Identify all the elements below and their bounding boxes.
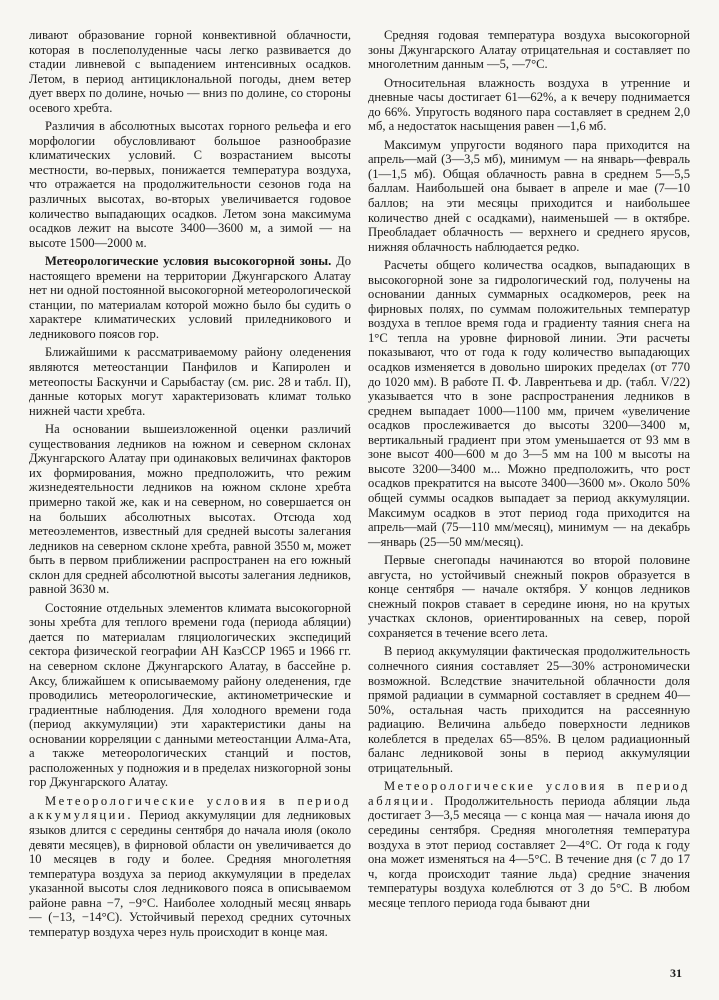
paragraph: Различия в абсолютных высотах горного рельефа и его морфологии обусловливают большое разнообразие климатических условий. С возрастанием высоты местности, во-первых, понижается температура воздуха, что отражается на продолжительности сезонов года на различных высотах, во-вторых увеличивается годовое количество выпадающих осадков. Летом зона максимума осадков лежит на высоте 3400—3600 м, а зимой — на высоте 1500—2000 м. <box>29 119 351 250</box>
paragraph-text: Продолжительность периода абляции льда достигает 3—3,5 месяца — с конца мая — начала июня до середины сентября. Средняя многолетняя температура воздуха в этот период составляет 2—4°С. От года к году она может изменяться на 4—5°С. В течение дня (с 7 до 17 ч, когда происходит таяние льда) средние значения температуры воздуха колеблются от 3 до 5°С. В любом месяце теплого периода года бывают дни <box>368 793 690 910</box>
paragraph: Состояние отдельных элементов климата высокогорной зоны хребта для теплого времени года (периода абляции) дается по материалам гляциологических экспедиций сектора физической географии АН КазССР 1965 и 1966 гг. на северном склоне Джунгарского Алатау, в бассейне р. Аксу, ближайшем к описываемому району оледенения, где проводились метеорологические, актинометрические и градиентные наблюдения. Для холодного времени года (период аккумуляции) эти характеристики даны на основании корреляции с данными метеостанции Алма-Ата, а также метеорологических станций и постов, расположенных у подножия и в пределах низкогорной зоны гор Джунгарского Алатау. <box>29 600 351 790</box>
paragraph-text: До настоящего времени на территории Джунгарского Алатау нет ни одной постоянной высокогорной метеорологической станции, по материалам которой можно было бы судить о характере климатических условий приледникового и ледникового поясов гор. <box>29 254 351 341</box>
paragraph <box>29 254 351 341</box>
paragraph: На основании вышеизложенной оценки различий существования ледников на южном и северном склонах Джунгарского Алатау при одинаковых величинах факторов их формирования, можно предположить, что режим жизнедеятельности ледников на южном склоне хребта примерно такой же, как и на северном, но совершается он на больших абсолютных высотах. Отсюда ход метеоэлементов, известный для средней высоты залегания ледников на северном склоне хребта, равной 3550 м, может быть в первом приближении распространен на его южный склон для средней абсолютной высоты залегания ледников, равной 3630 м. <box>29 422 351 597</box>
paragraph: Первые снегопады начинаются во второй половине августа, но устойчивый снежный покров образуется в конце сентября — начале октября. У концов ледников снежный покров ставает в середине июня, но на крутых участках склонов, ориентированных на север, порой сохраняется в течение всего лета. <box>368 553 690 640</box>
paragraph: Относительная влажность воздуха в утренние и дневные часы достигает 61—62%, а к вечеру поднимается до 66%. Упругость водяного пара составляет в среднем 2,0 мб, а недостаток насыщения равен —1,6 мб. <box>368 75 690 134</box>
paragraph: ливают образование горной конвективной облачности, которая в послеполуденные часы легко развивается до стадии ливневой с выпадением интенсивных осадков. Летом, в период антициклональной погоды, днем ветер дует вверх по долине, ночью — вниз по долине, со стороны осевого хребта. <box>29 28 351 115</box>
paragraph-text: Период аккумуляции для ледниковых языков длится с середины сентября до начала июля (около девяти месяцев), в фирновой области он увеличивается до 10 месяцев в году и более. Средняя многолетняя температура воздуха за период аккумуляции в пределах указанной высоты слоя ледникового пояса в описываемом районе равна −7, −9°С. Наиболее холодный месяц январь — (−13, −14°С). Устойчивый переход средних суточных температур воздуха через нуль происходит в конце мая. <box>29 808 351 939</box>
right-column <box>368 28 690 914</box>
paragraph: В период аккумуляции фактическая продолжительность солнечного сияния составляет 25—30% астрономически возможной. Вследствие значительной облачности доля прямой радиации в суммарной составляет в среднем 40—50%, остальная часть приходится на рассеянную радиацию. Величина альбедо поверхности ледников колеблется в пределах 65—85%. В целом радиационный баланс ледниковой зоны в период аккумуляции отрицательный. <box>368 644 690 775</box>
paragraph <box>29 794 351 939</box>
paragraph: Средняя годовая температура воздуха высокогорной зоны Джунгарского Алатау отрицательная и составляет по многолетним данным —5, —7°С. <box>368 28 690 72</box>
left-column <box>29 28 351 943</box>
paragraph <box>368 779 690 910</box>
paragraph: Максимум упругости водяного пара приходится на апрель—май (3—3,5 мб), минимум — на январь—февраль (1—1,5 мб). Общая облачность равна в среднем 5—5,5 баллам. Наибольшей она бывает в апреле и мае (7—10 баллов; на эти месяцы приходится и наибольшее количество дней с осадками), наименьшей — в октябре. Преобладает облачность — верхнего и среднего ярусов, нижняя облачность наблюдается редко. <box>368 137 690 254</box>
section-heading: Метеорологические условия в период абляции. <box>368 779 690 808</box>
paragraph: Расчеты общего количества осадков, выпадающих в высокогорной зоне за гидрологический год, получены на основании данных суммарных осадкомеров, реек на фирновых полях, по суммам положительных температур воздуха в теплое время года и градиенту таяния снега на 1°С тепла на уровне фирновой линии. Эти расчеты показывают, что от года к году количество выпадающих осадков изменяется в довольно широких пределах (от 770 до 1020 мм). В работе П. Ф. Лаврентьева и др. (табл. V/22) указывается что в зоне распространения ледников в среднем выпадает 1000—1100 мм, причем «увеличение осадков прослеживается до высоты 3200—3400 м, вертикальный градиент при этом уменьшается от 93 мм в зоне высот 400—600 м до 3—5 мм на 100 м высоты на высоте 3200—3400 м... Можно предположить, что рост осадков прекратится на высоте 3400—3600 м». Около 50% общей суммы осадков выпадает за период аккумуляции. Максимум осадков в этот период года приходится на апрель—май (75—110 мм/месяц), минимум — на декабрь—январь (25—50 мм/месяц). <box>368 258 690 549</box>
paragraph: Ближайшими к рассматриваемому району оледенения являются метеостанции Панфилов и Капиролен и метеопосты Баскунчи и Сарыбастау (см. рис. 28 и табл. II), данные которых могут характеризовать климат только нижней части хребта. <box>29 345 351 418</box>
page-number: 31 <box>670 966 682 980</box>
section-heading: Метеорологические условия высокогорной зоны. <box>45 254 332 269</box>
section-heading: Метеорологические условия в период аккумуляции. <box>29 793 351 823</box>
